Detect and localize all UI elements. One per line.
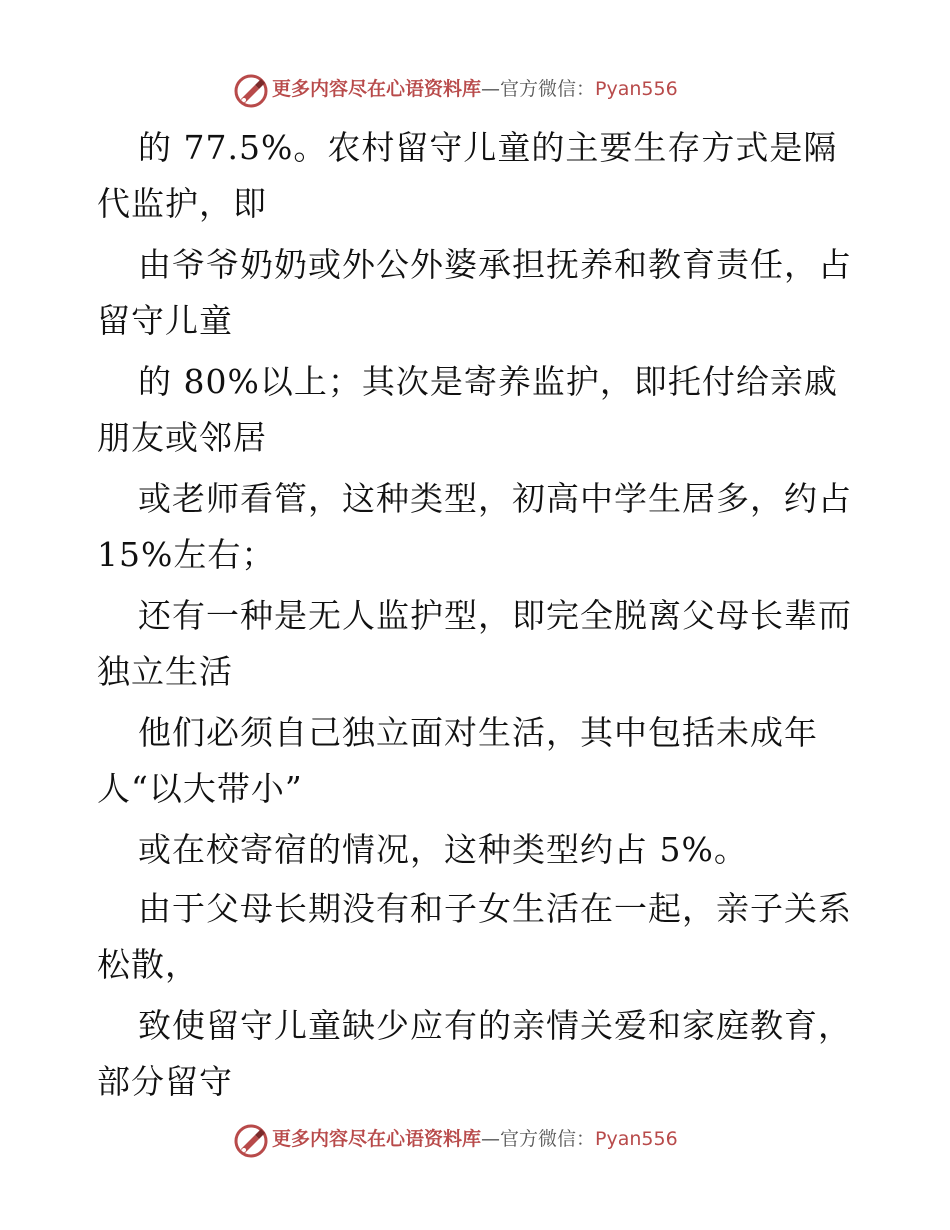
footer-banner-title: 更多内容尽在心语资料库 [272, 1128, 482, 1150]
text-line: 或在校寄宿的情况，这种类型约占 5%。 [138, 830, 748, 869]
footer-banner-label: —官方微信： [481, 1128, 596, 1150]
text-line: 独立生活 [97, 652, 233, 691]
header-banner-title: 更多内容尽在心语资料库 [272, 78, 482, 100]
footer-banner-wechat-id: Pyan556 [595, 1128, 678, 1150]
header-banner-text [272, 76, 678, 102]
text-line: 松散， [97, 945, 199, 984]
text-line: 代监护，即 [97, 184, 267, 223]
text-line: 或老师看管，这种类型，初高中学生居多，约占 [138, 479, 852, 518]
pen-logo-icon [233, 73, 269, 109]
text-line: 由爷爷奶奶或外公外婆承担抚养和教育责任，占 [138, 245, 852, 284]
pen-logo-icon [233, 1123, 269, 1159]
text-line: 的 80%以上；其次是寄养监护，即托付给亲戚 [138, 362, 838, 401]
text-line: 部分留守 [97, 1062, 233, 1101]
text-line: 还有一种是无人监护型，即完全脱离父母长辈而 [138, 596, 852, 635]
footer-banner [0, 1120, 950, 1160]
text-line: 致使留守儿童缺少应有的亲情关爱和家庭教育， [138, 1006, 852, 1045]
text-line: 人“以大带小” [97, 769, 303, 808]
header-banner-label: —官方微信： [481, 78, 596, 100]
text-line: 朋友或邻居 [97, 418, 267, 457]
text-line: 由于父母长期没有和子女生活在一起，亲子关系 [138, 889, 852, 928]
text-line: 15%左右； [97, 535, 276, 574]
text-line: 留守儿童 [97, 301, 233, 340]
text-line: 的 77.5%。农村留守儿童的主要生存方式是隔 [138, 128, 838, 167]
text-line: 他们必须自己独立面对生活，其中包括未成年 [138, 713, 818, 752]
header-banner-wechat-id: Pyan556 [595, 78, 678, 100]
footer-banner-text [272, 1126, 678, 1152]
header-banner [0, 70, 950, 110]
